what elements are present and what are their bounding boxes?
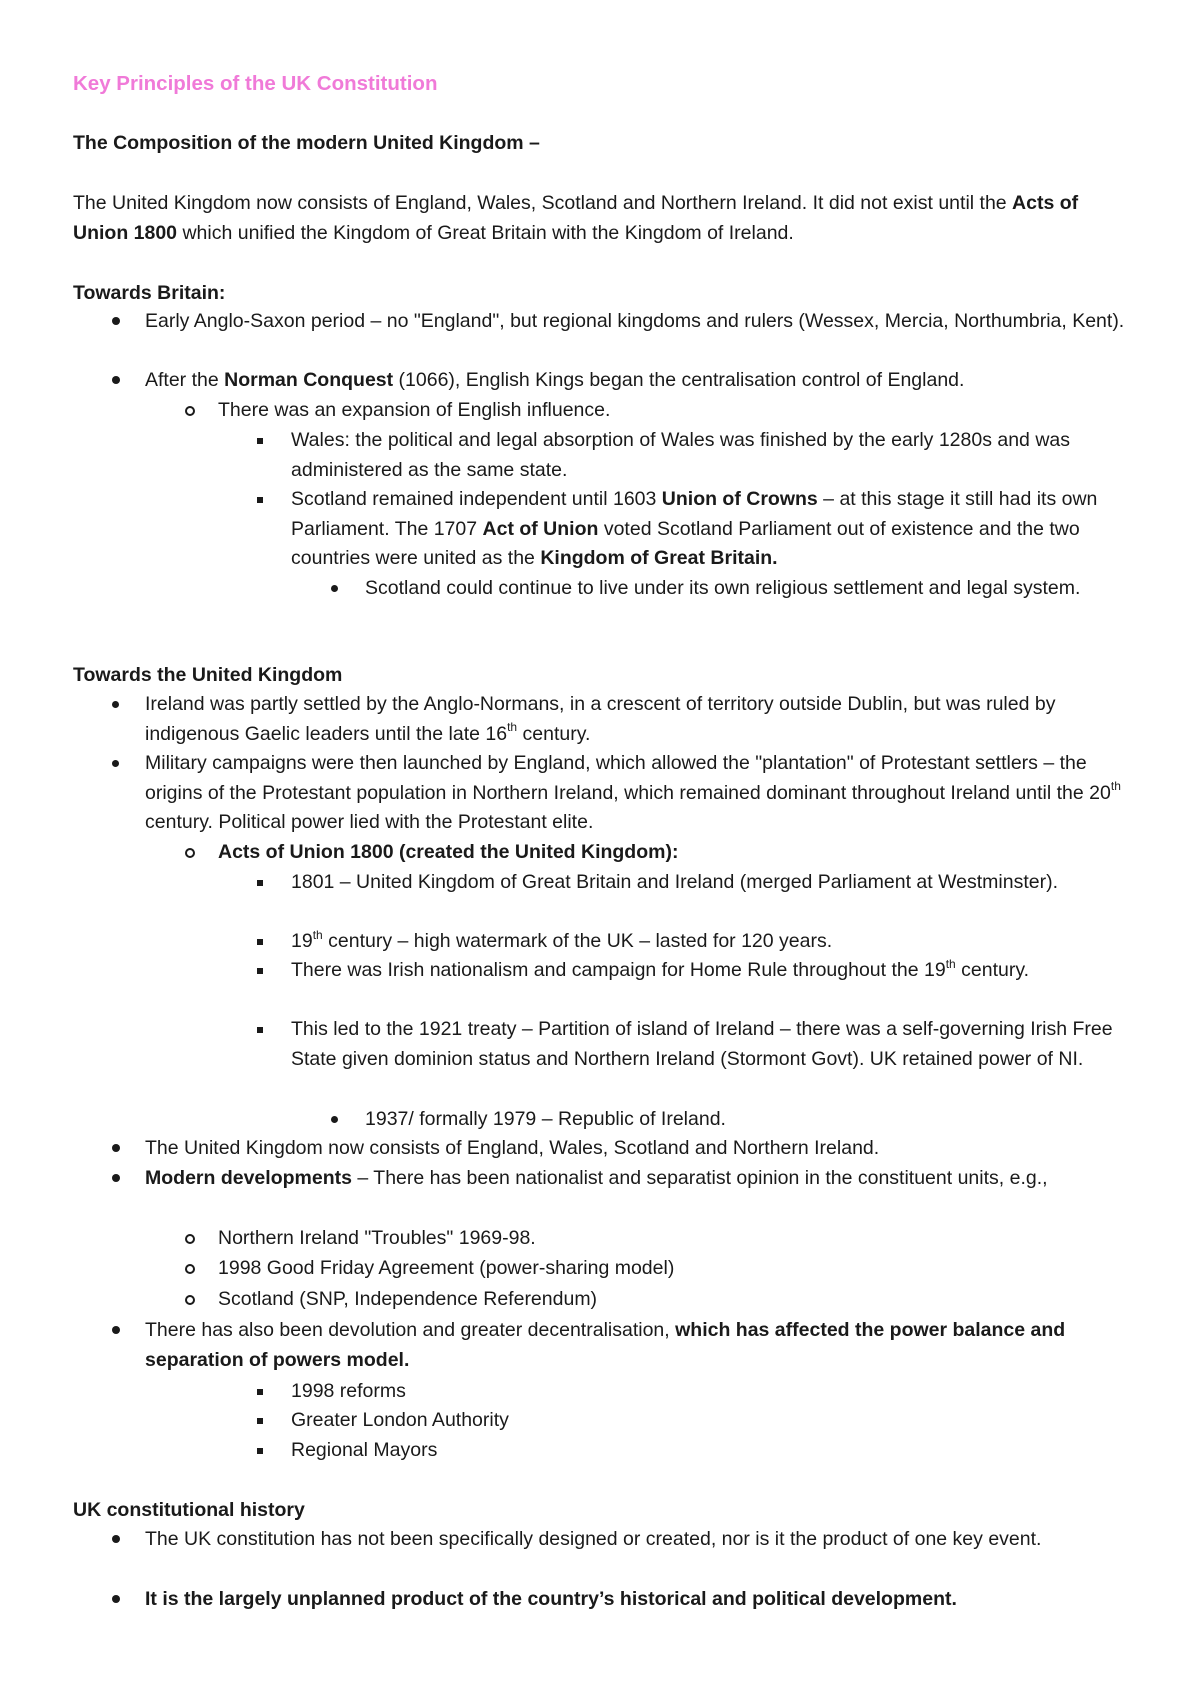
heading-towards-uk: Towards the United Kingdom (73, 664, 343, 686)
list-item: Regional Mayors (291, 1436, 1141, 1466)
list-item: The UK constitution has not been specifically designed or created, nor is it the product of one key event. (145, 1525, 1135, 1555)
list-item: There was Irish nationalism and campaign for Home Rule throughout the 19th century. (291, 956, 1141, 986)
bullet-circle-icon (185, 1234, 195, 1244)
heading-constitutional-history: UK constitutional history (73, 1499, 305, 1521)
bullet-dot-icon (112, 317, 120, 325)
list-item: This led to the 1921 treaty – Partition of island of Ireland – there was a self-governing Irish Free State given dominion status and Northern Ireland (Stormont Govt). UK retained power of NI. (291, 1015, 1141, 1074)
list-item: Scotland could continue to live under its own religious settlement and legal system. (365, 574, 1145, 604)
document-title: Key Principles of the UK Constitution (73, 72, 438, 95)
bullet-dot-icon (331, 1116, 338, 1123)
bullet-circle-icon (185, 406, 195, 416)
bullet-dot-icon (112, 1595, 120, 1603)
bullet-square-icon (257, 1027, 263, 1033)
list-item: Acts of Union 1800 (created the United Kingdom): (218, 838, 1138, 868)
bullet-dot-icon (112, 376, 120, 384)
intro-bold-acts: Acts of Union 1800 (73, 192, 1079, 244)
heading-towards-britain: Towards Britain: (73, 282, 226, 304)
bullet-square-icon (257, 880, 263, 886)
bullet-dot-icon (112, 1535, 120, 1543)
bullet-circle-icon (185, 1264, 195, 1274)
list-item: It is the largely unplanned product of the country’s historical and political development. (145, 1585, 1135, 1615)
bullet-square-icon (257, 968, 263, 974)
bullet-square-icon (257, 1448, 263, 1454)
list-item: Northern Ireland "Troubles" 1969-98. (218, 1224, 1138, 1254)
list-item: Greater London Authority (291, 1406, 1141, 1436)
bullet-square-icon (257, 1418, 263, 1424)
bullet-dot-icon (331, 585, 338, 592)
bullet-dot-icon (112, 701, 119, 708)
bullet-dot-icon (112, 1144, 120, 1152)
intro-paragraph (73, 188, 1133, 248)
bullet-square-icon (257, 939, 263, 945)
bullet-square-icon (257, 438, 263, 444)
list-item: There has also been devolution and greater decentralisation, which has affected the power balance and separation of powers model. (145, 1316, 1135, 1375)
list-item: 1998 Good Friday Agreement (power-sharing model) (218, 1254, 1138, 1284)
list-item: Military campaigns were then launched by England, which allowed the "plantation" of Protestant settlers – the origins of the Protestant population in Northern Ireland, which remained dominant throughout Ireland until the 20th century. Political power lied with the Protestant elite. (145, 749, 1135, 838)
list-item: Ireland was partly settled by the Anglo-Normans, in a crescent of territory outside Dublin, but was ruled by indigenous Gaelic leaders until the late 16th century. (145, 690, 1135, 749)
list-item: Early Anglo-Saxon period – no "England", but regional kingdoms and rulers (Wessex, Mercia, Northumbria, Kent). (145, 307, 1135, 337)
bullet-dot-icon (112, 760, 119, 767)
bullet-square-icon (257, 1389, 263, 1395)
list-item: 1998 reforms (291, 1377, 1141, 1407)
bullet-square-icon (257, 497, 263, 503)
bullet-circle-icon (185, 1295, 195, 1305)
bullet-circle-icon (185, 848, 195, 858)
list-item: Wales: the political and legal absorption of Wales was finished by the early 1280s and was administered as the same state. (291, 426, 1141, 485)
list-item: 1801 – United Kingdom of Great Britain and Ireland (merged Parliament at Westminster). (291, 868, 1141, 898)
list-item: 19th century – high watermark of the UK – lasted for 120 years. (291, 927, 1141, 957)
list-item: Scotland remained independent until 1603 Union of Crowns – at this stage it still had its own Parliament. The 1707 Act of Union voted Scotland Parliament out of existence and the two countries were united as the Kingdom of Great Britain. (291, 485, 1141, 574)
heading-composition: The Composition of the modern United Kingdom – (73, 132, 540, 154)
intro-text-1: The United Kingdom now consists of England, Wales, Scotland and Northern Ireland. It did not exist until the (73, 192, 1013, 214)
list-item: After the Norman Conquest (1066), English Kings began the centralisation control of England. (145, 366, 1135, 396)
bullet-dot-icon (112, 1174, 120, 1182)
intro-text-2: which unified the Kingdom of Great Britain with the Kingdom of Ireland. (177, 222, 794, 244)
list-item: There was an expansion of English influence. (218, 396, 1138, 426)
list-item: Scotland (SNP, Independence Referendum) (218, 1285, 1138, 1315)
bullet-dot-icon (112, 1326, 120, 1334)
list-item: 1937/ formally 1979 – Republic of Ireland. (365, 1105, 1145, 1135)
list-item: Modern developments – There has been nationalist and separatist opinion in the constituent units, e.g., (145, 1164, 1135, 1194)
list-item: The United Kingdom now consists of England, Wales, Scotland and Northern Ireland. (145, 1134, 1135, 1164)
